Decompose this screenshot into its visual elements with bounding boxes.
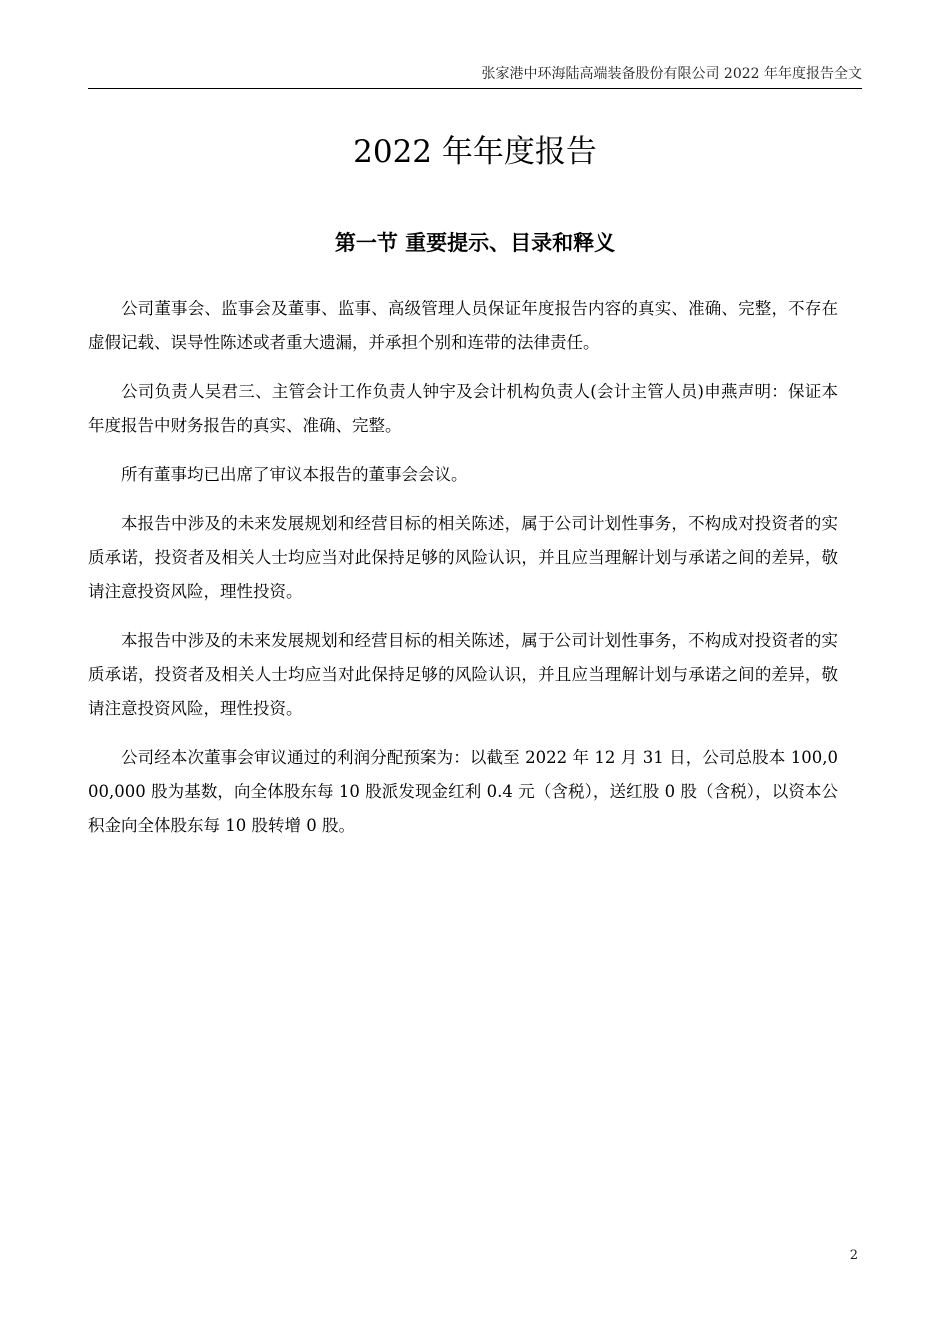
page-number: 2	[849, 1248, 858, 1263]
running-header-title: 张家港中环海陆高端装备股份有限公司 2022 年年度报告全文	[481, 66, 862, 82]
document-title: 2022 年年度报告	[353, 134, 597, 170]
body-text	[88, 292, 838, 858]
paragraph-board-guarantee: 公司董事会、监事会及董事、监事、高级管理人员保证年度报告内容的真实、准确、完整，不存在虚假记载、误导性陈述或者重大遗漏，并承担个别和连带的法律责任。	[88, 299, 838, 352]
section-heading: 第一节 重要提示、目录和释义	[334, 231, 616, 255]
paragraph-responsible-persons: 公司负责人吴君三、主管会计工作负责人钟宇及会计机构负责人(会计主管人员)申燕声明：保证本年度报告中财务报告的真实、准确、完整。	[88, 382, 838, 435]
paragraph-risk-statement: 本报告中涉及的未来发展规划和经营目标的相关陈述，属于公司计划性事务，不构成对投资者的实质承诺，投资者及相关人士均应当对此保持足够的风险认识，并且应当理解计划与承诺之间的差异，敬请注意投资风险，理性投资。	[88, 514, 838, 601]
paragraph-profit-distribution: 公司经本次董事会审议通过的利润分配预案为：以截至 2022 年 12 月 31 日，公司总股本 100,000,000 股为基数，向全体股东每 10 股派发现金红利 0.4 元（含税），送红股 0 股（含税），以资本公积金向全体股东每 10 股转增 0 股。	[88, 748, 838, 835]
running-header	[88, 64, 862, 89]
paragraph-board-attendance: 所有董事均已出席了审议本报告的董事会会议。	[121, 465, 468, 484]
paragraph-risk-statement-repeat: 本报告中涉及的未来发展规划和经营目标的相关陈述，属于公司计划性事务，不构成对投资者的实质承诺，投资者及相关人士均应当对此保持足够的风险认识，并且应当理解计划与承诺之间的差异，敬请注意投资风险，理性投资。	[88, 631, 838, 718]
